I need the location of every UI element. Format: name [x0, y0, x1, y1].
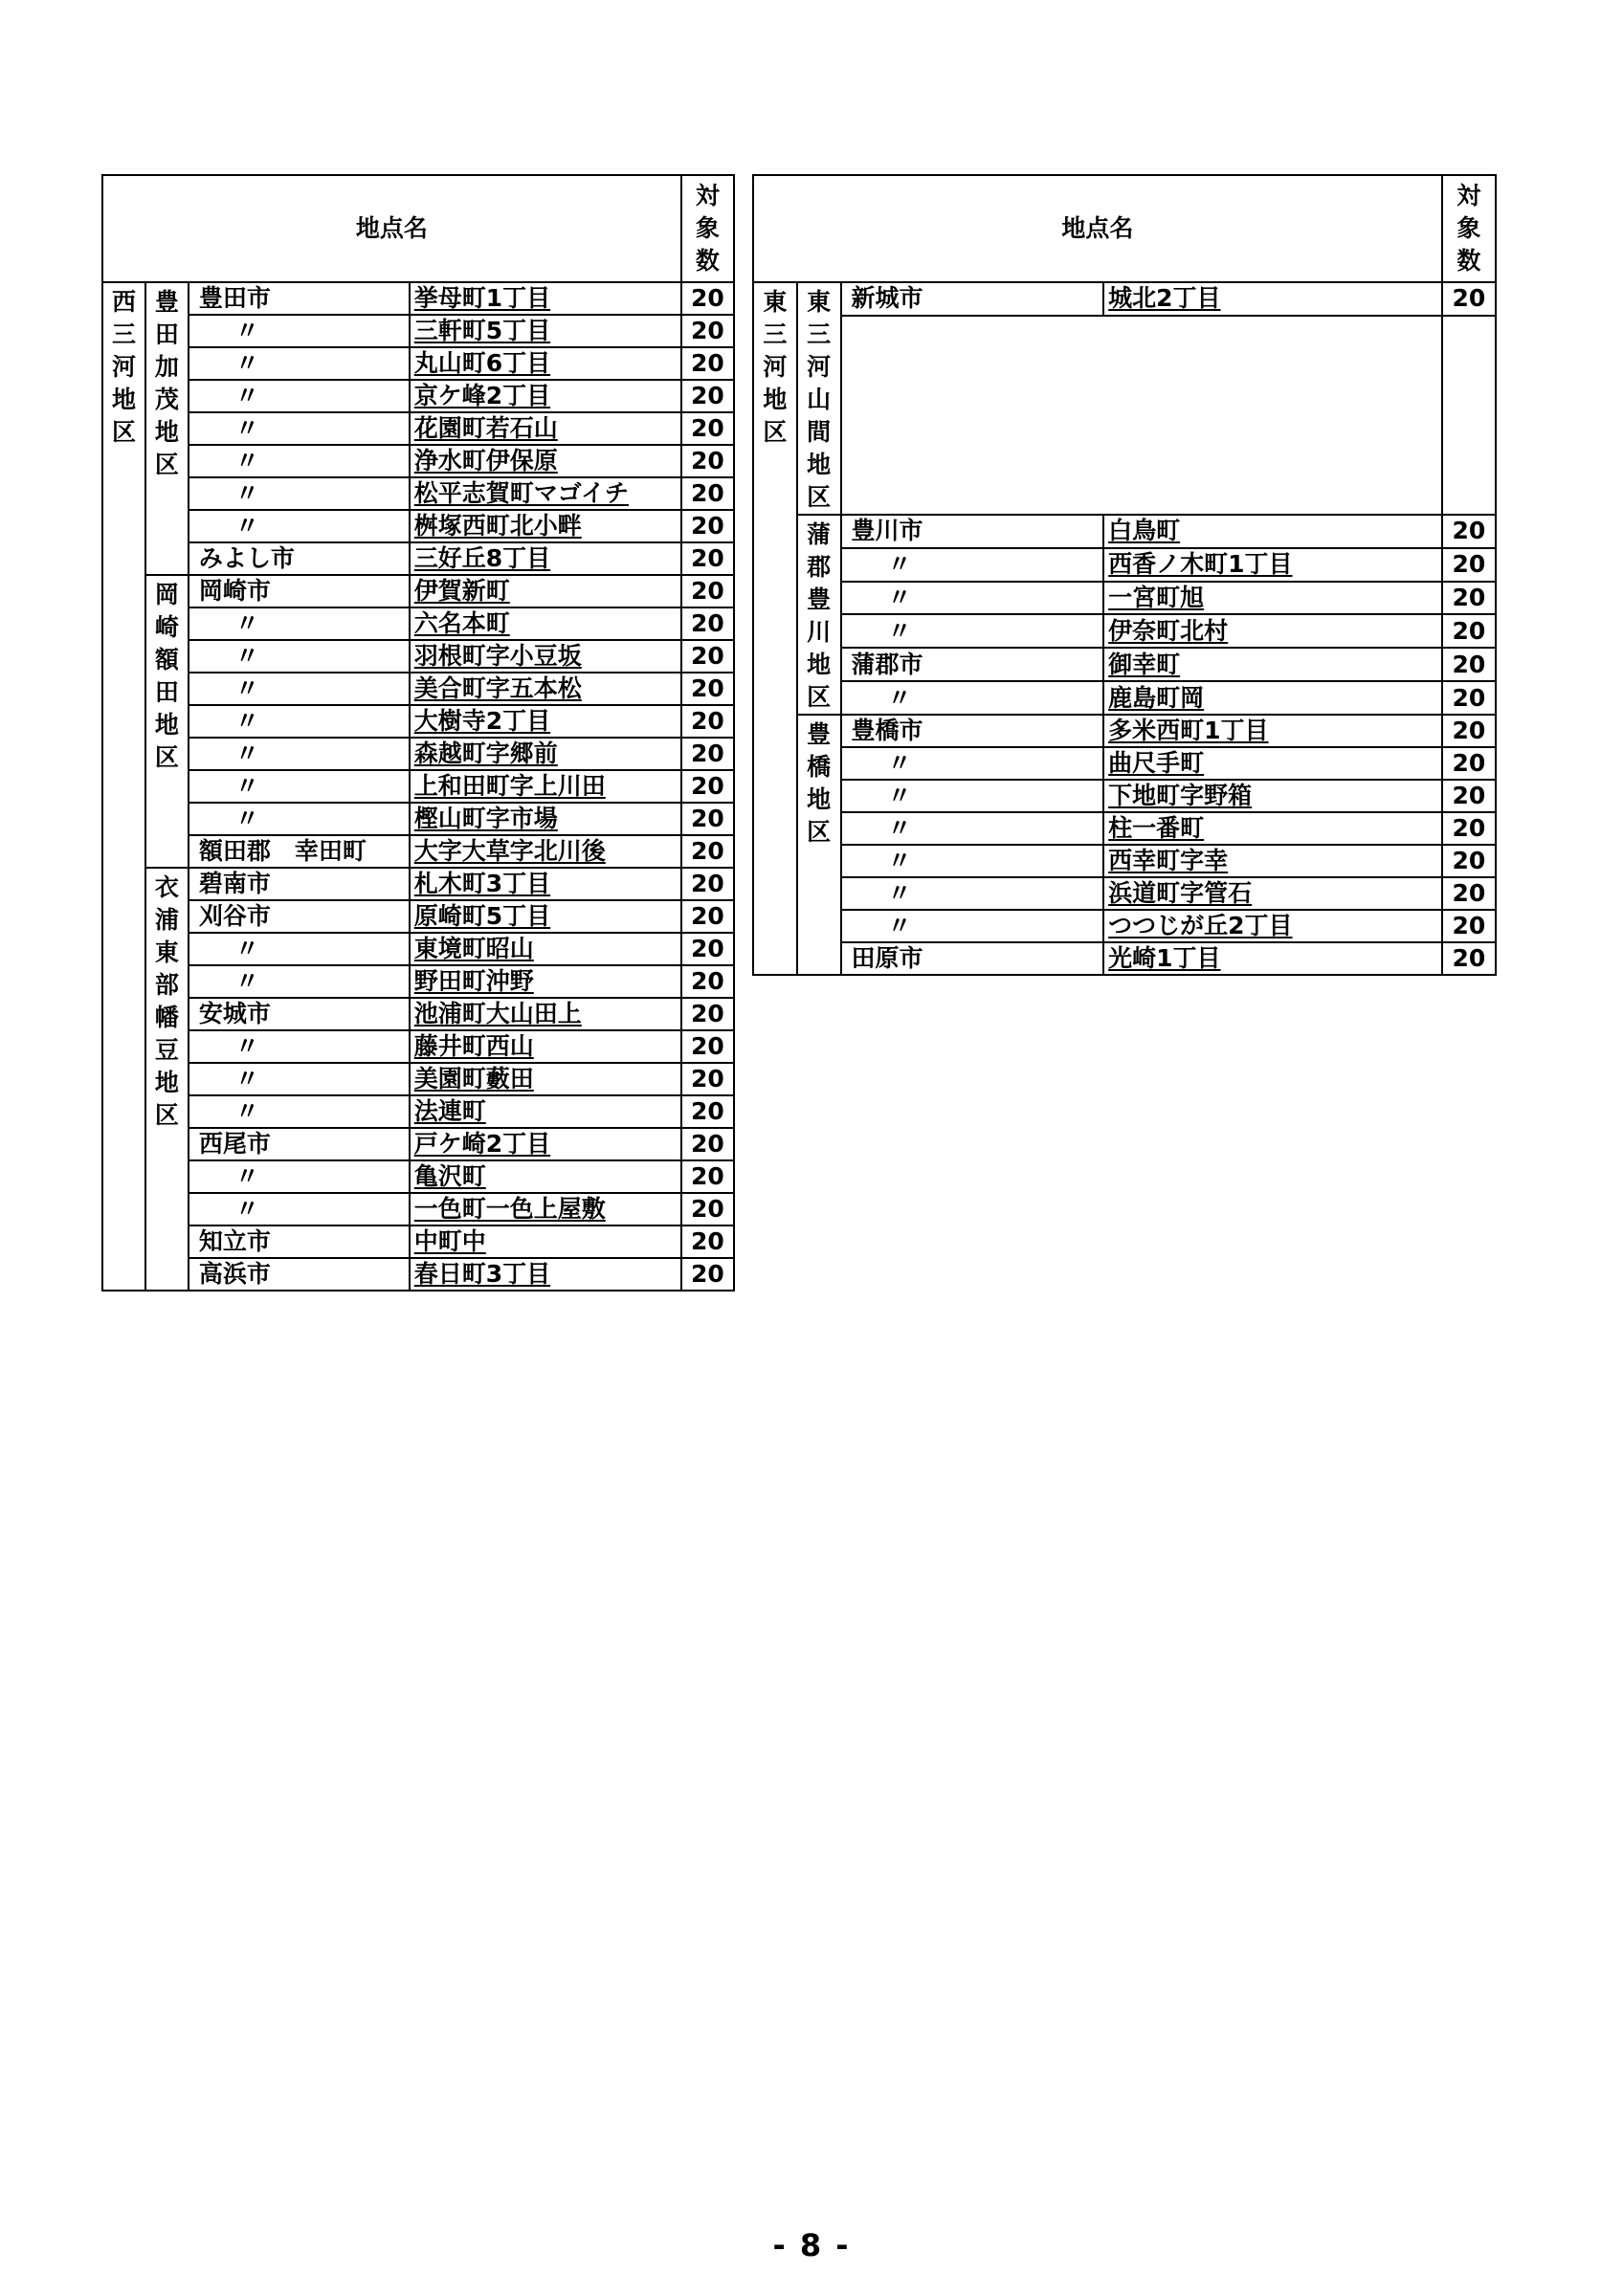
count-cell: 20 — [681, 803, 734, 835]
city-cell: 碧南市 — [189, 868, 410, 900]
right-table — [752, 174, 1497, 976]
sub-area-cell: 豊 田 加 茂 地 区 — [145, 282, 189, 575]
point-cell: 原崎町5丁目 — [410, 900, 681, 933]
table-row — [753, 715, 1496, 747]
point-cell: 美合町字五本松 — [410, 673, 681, 705]
table-row — [102, 738, 734, 770]
point-cell: 森越町字郷前 — [410, 738, 681, 770]
table-row — [102, 673, 734, 705]
sub-area-cell: 蒲 郡 豊 川 地 区 — [797, 515, 841, 715]
table-row — [102, 1258, 734, 1291]
point-cell: 松平志賀町マゴイチ — [410, 477, 681, 510]
table-row — [753, 780, 1496, 812]
count-cell: 20 — [681, 477, 734, 510]
point-cell: 伊奈町北村 — [1103, 614, 1442, 648]
header-place-name: 地点名 — [102, 175, 681, 282]
table-row — [102, 900, 734, 933]
left-table — [101, 174, 735, 1292]
count-cell: 20 — [1442, 515, 1496, 548]
point-cell: 藤井町西山 — [410, 1030, 681, 1063]
city-cell: 西尾市 — [189, 1128, 410, 1160]
point-cell: 西香ノ木町1丁目 — [1103, 548, 1442, 582]
city-cell: 〃 — [841, 910, 1104, 942]
point-cell: 下地町字野箱 — [1103, 780, 1442, 812]
point-cell: 樫山町字市場 — [410, 803, 681, 835]
city-cell: 〃 — [189, 607, 410, 640]
table-row — [102, 282, 734, 315]
count-cell: 20 — [681, 770, 734, 803]
city-cell: 〃 — [189, 933, 410, 965]
table-row — [102, 1128, 734, 1160]
point-cell: 大樹寺2丁目 — [410, 705, 681, 738]
table-row — [753, 548, 1496, 582]
point-cell: 札木町3丁目 — [410, 868, 681, 900]
city-cell: 知立市 — [189, 1225, 410, 1258]
count-cell: 20 — [681, 607, 734, 640]
city-cell: 〃 — [189, 965, 410, 998]
point-cell: 浜道町字管石 — [1103, 877, 1442, 910]
table-row — [753, 812, 1496, 845]
table-row — [753, 515, 1496, 548]
city-cell: 〃 — [189, 315, 410, 347]
point-cell: 白鳥町 — [1103, 515, 1442, 548]
point-cell: 西幸町字幸 — [1103, 845, 1442, 877]
count-cell: 20 — [1442, 747, 1496, 780]
right-table-body — [753, 282, 1496, 975]
city-cell: 〃 — [189, 1063, 410, 1095]
table-row — [102, 705, 734, 738]
count-cell: 20 — [1442, 582, 1496, 615]
table-row — [102, 445, 734, 477]
point-cell: 伊賀新町 — [410, 575, 681, 607]
table-row — [102, 315, 734, 347]
table-row — [102, 640, 734, 673]
count-cell: 20 — [1442, 648, 1496, 681]
point-cell: 鹿島町岡 — [1103, 681, 1442, 715]
count-cell: 20 — [681, 1258, 734, 1291]
city-cell: 豊橋市 — [841, 715, 1104, 747]
city-cell: 豊川市 — [841, 515, 1104, 548]
point-cell: 春日町3丁目 — [410, 1258, 681, 1291]
table-row — [753, 681, 1496, 715]
city-cell: 田原市 — [841, 942, 1104, 975]
empty-count-cell — [1442, 316, 1496, 515]
count-cell: 20 — [1442, 548, 1496, 582]
point-cell: 御幸町 — [1103, 648, 1442, 681]
count-cell: 20 — [1442, 715, 1496, 747]
point-cell: 曲尺手町 — [1103, 747, 1442, 780]
table-row — [102, 1095, 734, 1128]
point-cell: 柱一番町 — [1103, 812, 1442, 845]
city-cell: 〃 — [189, 673, 410, 705]
point-cell: 光崎1丁目 — [1103, 942, 1442, 975]
city-cell: 〃 — [189, 445, 410, 477]
city-cell: 〃 — [189, 412, 410, 445]
count-cell: 20 — [681, 412, 734, 445]
count-cell: 20 — [681, 705, 734, 738]
count-cell: 20 — [681, 673, 734, 705]
table-row — [753, 648, 1496, 681]
city-cell: 〃 — [841, 877, 1104, 910]
point-cell: 城北2丁目 — [1103, 282, 1442, 316]
point-cell: 美園町藪田 — [410, 1063, 681, 1095]
city-cell: 〃 — [841, 681, 1104, 715]
table-row — [753, 877, 1496, 910]
city-cell: 〃 — [189, 347, 410, 380]
count-cell: 20 — [681, 347, 734, 380]
count-cell: 20 — [1442, 845, 1496, 877]
table-row — [102, 803, 734, 835]
region-cell: 東 三 河 地 区 — [753, 282, 797, 975]
sub-area-cell: 豊 橋 地 区 — [797, 715, 841, 975]
table-row — [102, 542, 734, 575]
table-row — [102, 347, 734, 380]
table-row — [102, 1063, 734, 1095]
city-cell: 豊田市 — [189, 282, 410, 315]
table-row — [753, 910, 1496, 942]
city-cell: 〃 — [841, 614, 1104, 648]
city-cell: みよし市 — [189, 542, 410, 575]
point-cell: 花園町若石山 — [410, 412, 681, 445]
point-cell: 多米西町1丁目 — [1103, 715, 1442, 747]
count-cell: 20 — [681, 542, 734, 575]
count-cell: 20 — [1442, 812, 1496, 845]
count-cell: 20 — [1442, 910, 1496, 942]
city-cell: 蒲郡市 — [841, 648, 1104, 681]
table-row — [102, 1160, 734, 1193]
count-cell: 20 — [681, 510, 734, 542]
city-cell: 〃 — [189, 1160, 410, 1193]
table-row — [102, 412, 734, 445]
count-cell: 20 — [681, 998, 734, 1030]
table-row — [102, 510, 734, 542]
point-cell: 桝塚西町北小畔 — [410, 510, 681, 542]
point-cell: 野田町沖野 — [410, 965, 681, 998]
table-row — [102, 835, 734, 868]
table-row — [102, 933, 734, 965]
point-cell: 浄水町伊保原 — [410, 445, 681, 477]
count-cell: 20 — [681, 1030, 734, 1063]
point-cell: 六名本町 — [410, 607, 681, 640]
table-row — [102, 575, 734, 607]
count-cell: 20 — [681, 575, 734, 607]
table-row — [102, 1030, 734, 1063]
left-table-body — [102, 282, 734, 1291]
table-row — [102, 770, 734, 803]
table-row — [102, 1225, 734, 1258]
page-number: - 8 - — [772, 2227, 851, 2263]
header-place-name: 地点名 — [753, 175, 1442, 282]
count-cell: 20 — [681, 1128, 734, 1160]
city-cell: 〃 — [189, 640, 410, 673]
count-cell: 20 — [681, 1095, 734, 1128]
count-cell: 20 — [681, 380, 734, 412]
point-cell: 挙母町1丁目 — [410, 282, 681, 315]
table-row — [753, 747, 1496, 780]
count-cell: 20 — [1442, 780, 1496, 812]
count-cell: 20 — [681, 282, 734, 315]
city-cell: 安城市 — [189, 998, 410, 1030]
city-cell: 〃 — [841, 582, 1104, 615]
count-cell: 20 — [681, 640, 734, 673]
table-row — [753, 614, 1496, 648]
city-cell: 刈谷市 — [189, 900, 410, 933]
point-cell: 一宮町旭 — [1103, 582, 1442, 615]
table-row — [102, 1193, 734, 1225]
point-cell: 丸山町6丁目 — [410, 347, 681, 380]
city-cell: 〃 — [189, 380, 410, 412]
city-cell: 〃 — [189, 1095, 410, 1128]
point-cell: 大字大草字北川後 — [410, 835, 681, 868]
city-cell: 新城市 — [841, 282, 1104, 316]
table-row — [102, 998, 734, 1030]
city-cell: 額田郡 幸田町 — [189, 835, 410, 868]
city-cell: 〃 — [189, 510, 410, 542]
region-cell: 西 三 河 地 区 — [102, 282, 145, 1291]
count-cell: 20 — [681, 933, 734, 965]
count-cell: 20 — [681, 1160, 734, 1193]
sub-area-cell: 岡 崎 額 田 地 区 — [145, 575, 189, 868]
city-cell: 〃 — [189, 738, 410, 770]
count-cell: 20 — [1442, 877, 1496, 910]
count-cell: 20 — [681, 738, 734, 770]
table-row — [753, 582, 1496, 615]
city-cell: 高浜市 — [189, 1258, 410, 1291]
city-cell: 岡崎市 — [189, 575, 410, 607]
count-cell: 20 — [1442, 282, 1496, 316]
city-cell: 〃 — [189, 705, 410, 738]
point-cell: 京ケ峰2丁目 — [410, 380, 681, 412]
point-cell: 東境町昭山 — [410, 933, 681, 965]
header-count: 対 象 数 — [1442, 175, 1496, 282]
city-cell: 〃 — [189, 477, 410, 510]
count-cell: 20 — [681, 868, 734, 900]
header-count: 対 象 数 — [681, 175, 734, 282]
count-cell: 20 — [681, 315, 734, 347]
table-row — [102, 380, 734, 412]
point-cell: 法連町 — [410, 1095, 681, 1128]
point-cell: 戸ケ崎2丁目 — [410, 1128, 681, 1160]
table-row — [102, 477, 734, 510]
count-cell: 20 — [681, 1063, 734, 1095]
point-cell: つつじが丘2丁目 — [1103, 910, 1442, 942]
table-row — [753, 845, 1496, 877]
point-cell: 一色町一色上屋敷 — [410, 1193, 681, 1225]
city-cell: 〃 — [841, 747, 1104, 780]
count-cell: 20 — [681, 1193, 734, 1225]
count-cell: 20 — [681, 900, 734, 933]
table-row — [753, 942, 1496, 975]
table-row — [102, 965, 734, 998]
sub-area-cell: 東 三 河 山 間 地 区 — [797, 282, 841, 515]
point-cell: 池浦町大山田上 — [410, 998, 681, 1030]
count-cell: 20 — [681, 965, 734, 998]
count-cell: 20 — [681, 835, 734, 868]
city-cell: 〃 — [841, 845, 1104, 877]
count-cell: 20 — [1442, 614, 1496, 648]
city-cell: 〃 — [189, 803, 410, 835]
empty-cell — [841, 316, 1442, 515]
city-cell: 〃 — [841, 780, 1104, 812]
count-cell: 20 — [1442, 942, 1496, 975]
count-cell: 20 — [681, 445, 734, 477]
table-row — [102, 607, 734, 640]
table-row — [102, 868, 734, 900]
table-row — [753, 282, 1496, 316]
point-cell: 中町中 — [410, 1225, 681, 1258]
city-cell: 〃 — [189, 1030, 410, 1063]
empty-row — [753, 316, 1496, 515]
count-cell: 20 — [681, 1225, 734, 1258]
city-cell: 〃 — [189, 770, 410, 803]
point-cell: 上和田町字上川田 — [410, 770, 681, 803]
count-cell: 20 — [1442, 681, 1496, 715]
sub-area-cell: 衣 浦 東 部 幡 豆 地 区 — [145, 868, 189, 1291]
city-cell: 〃 — [841, 548, 1104, 582]
point-cell: 三好丘8丁目 — [410, 542, 681, 575]
point-cell: 三軒町5丁目 — [410, 315, 681, 347]
point-cell: 羽根町字小豆坂 — [410, 640, 681, 673]
city-cell: 〃 — [841, 812, 1104, 845]
city-cell: 〃 — [189, 1193, 410, 1225]
point-cell: 亀沢町 — [410, 1160, 681, 1193]
